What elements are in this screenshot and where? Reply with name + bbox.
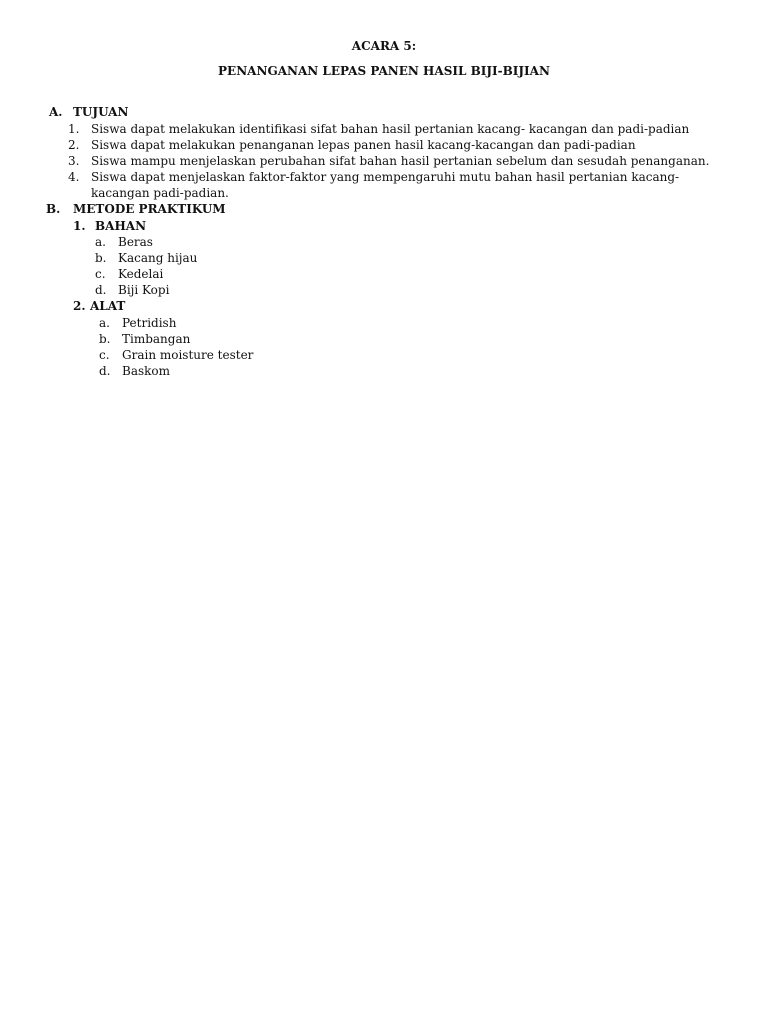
list-item-marker: 1.	[68, 122, 80, 136]
list-item-text: Kedelai	[118, 267, 164, 281]
subsection-alat-marker: 2.	[73, 299, 86, 313]
document-title: ACARA 5:	[351, 39, 417, 53]
document-subtitle: PENANGANAN LEPAS PANEN HASIL BIJI-BIJIAN	[218, 64, 550, 78]
list-item-text: Siswa dapat menjelaskan faktor-faktor yang mempengaruhi mutu bahan hasil pertanian kacang-kacangan padi-padian.	[91, 170, 680, 200]
list-item-text: Kacang hijau	[118, 251, 198, 265]
subsection-bahan-title: BAHAN	[95, 219, 147, 233]
list-item-text: Petridish	[122, 316, 177, 330]
list-item-text: Biji Kopi	[118, 283, 170, 297]
subsection-bahan-marker: 1.	[73, 219, 86, 233]
list-item-text: Siswa mampu menjelaskan perubahan sifat bahan hasil pertanian sebelum dan sesudah penanganan.	[91, 154, 710, 168]
list-item-marker: a.	[99, 316, 110, 330]
list-item-marker: a.	[95, 235, 106, 249]
list-item-marker: c.	[95, 267, 106, 281]
list-item-marker: b.	[95, 251, 107, 265]
list-item-marker: b.	[99, 332, 111, 346]
section-b-marker: B.	[46, 202, 61, 216]
section-a-title: TUJUAN	[73, 105, 129, 119]
list-item-text: Grain moisture tester	[122, 348, 254, 362]
list-item-text: Siswa dapat melakukan penanganan lepas panen hasil kacang-kacangan dan padi-padian	[91, 138, 636, 152]
list-item-marker: 4.	[68, 170, 80, 184]
list-item-text: Baskom	[122, 364, 171, 378]
list-item-text: Beras	[118, 235, 153, 249]
list-item-marker: c.	[99, 348, 110, 362]
list-item-marker: 2.	[68, 138, 80, 152]
list-item-text: Timbangan	[122, 332, 191, 346]
list-item-marker: d.	[99, 364, 111, 378]
section-b-title: METODE PRAKTIKUM	[73, 202, 226, 216]
list-item-text: Siswa dapat melakukan identifikasi sifat bahan hasil pertanian kacang- kacangan dan padi-padian	[91, 122, 690, 136]
list-item-marker: d.	[95, 283, 107, 297]
list-item-marker: 3.	[68, 154, 80, 168]
section-a-marker: A.	[49, 105, 63, 119]
subsection-alat-title: ALAT	[90, 299, 126, 313]
